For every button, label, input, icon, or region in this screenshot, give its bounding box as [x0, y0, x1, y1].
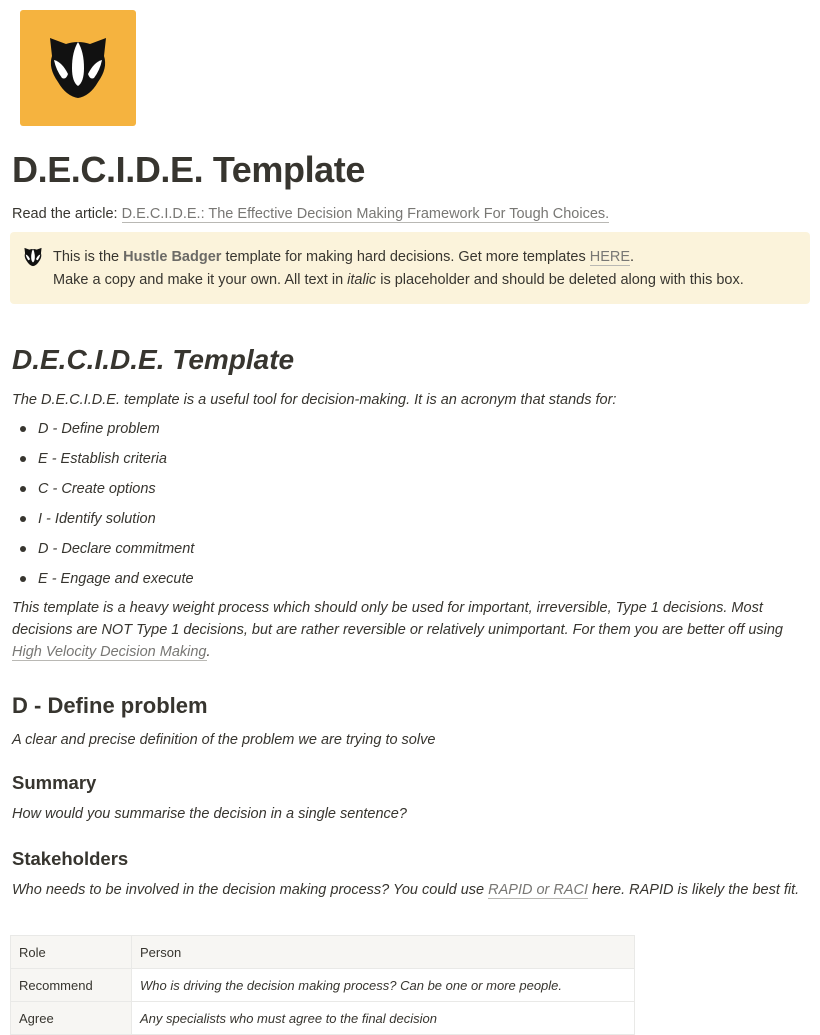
column-header-person[interactable]: Person [132, 936, 635, 969]
column-header-role[interactable]: Role [11, 936, 132, 969]
callout-line-1 [53, 246, 744, 269]
page-icon[interactable] [20, 10, 136, 126]
list-item: E - Establish criteria [12, 448, 194, 478]
rapid-raci-link[interactable]: RAPID or RACI [488, 882, 589, 898]
list-item: C - Create options [12, 478, 194, 508]
callout-text-part: This is the [53, 249, 124, 265]
table-row [11, 1002, 635, 1035]
callout-text-part: Make a copy and make it your own. All text in [53, 272, 348, 288]
person-cell[interactable]: Who is driving the decision making process? Can be one or more people. [132, 969, 635, 1002]
table-row [11, 969, 635, 1002]
role-cell[interactable]: Recommend [11, 969, 132, 1002]
article-prefix: Read the article: [12, 206, 122, 222]
callout [10, 232, 810, 304]
article-line [12, 203, 609, 225]
list-item: I - Identify solution [12, 508, 194, 538]
stakeholders-heading: Stakeholders [12, 848, 129, 869]
stakeholders-text [12, 879, 812, 901]
list-item: D - Declare commitment [12, 538, 194, 568]
stakeholders-text-part: here. RAPID is likely the best fit. [588, 882, 800, 898]
brand-name[interactable]: Hustle Badger [123, 249, 222, 265]
intro-note [12, 597, 812, 663]
callout-text-part: template for making hard decisions. Get more templates [221, 249, 590, 265]
table-header-row [11, 936, 635, 969]
roles-table [10, 935, 635, 1035]
define-heading: D - Define problem [12, 693, 208, 718]
badger-icon [22, 246, 44, 268]
template-heading: D.E.C.I.D.E. Template [12, 344, 295, 375]
high-velocity-link[interactable]: High Velocity Decision Making [12, 644, 207, 660]
list-item: E - Engage and execute [12, 568, 194, 598]
role-cell[interactable]: Agree [11, 1002, 132, 1035]
person-cell[interactable]: Any specialists who must agree to the final decision [132, 1002, 635, 1035]
callout-text-part: is placeholder and should be deleted along with this box. [376, 272, 744, 288]
article-link[interactable]: D.E.C.I.D.E.: The Effective Decision Making Framework For Tough Choices. [121, 206, 610, 222]
summary-text: How would you summarise the decision in a single sentence? [12, 806, 407, 822]
badger-icon [42, 34, 114, 102]
callout-text-part: . [630, 249, 635, 265]
stakeholders-text-part: Who needs to be involved in the decision making process? You could use [12, 882, 489, 898]
callout-line-2 [53, 269, 744, 292]
note-text: . [206, 644, 211, 660]
italic-word: italic [347, 272, 377, 288]
note-text: This template is a heavy weight process which should only be used for important, irreversible, Type 1 decisions. Most decisions are NOT Type 1 decisions, but are rather reversible or relatively unimportant. For them you are better off using [12, 600, 783, 638]
list-item: D - Define problem [12, 418, 194, 448]
callout-text [53, 246, 744, 292]
page-title: D.E.C.I.D.E. Template [12, 149, 366, 190]
intro-lead: The D.E.C.I.D.E. template is a useful tool for decision-making. It is an acronym that stands for: [12, 392, 617, 408]
acronym-list [12, 418, 194, 598]
summary-heading: Summary [12, 772, 97, 793]
define-description: A clear and precise definition of the problem we are trying to solve [12, 732, 436, 748]
templates-link[interactable]: HERE [589, 249, 631, 265]
